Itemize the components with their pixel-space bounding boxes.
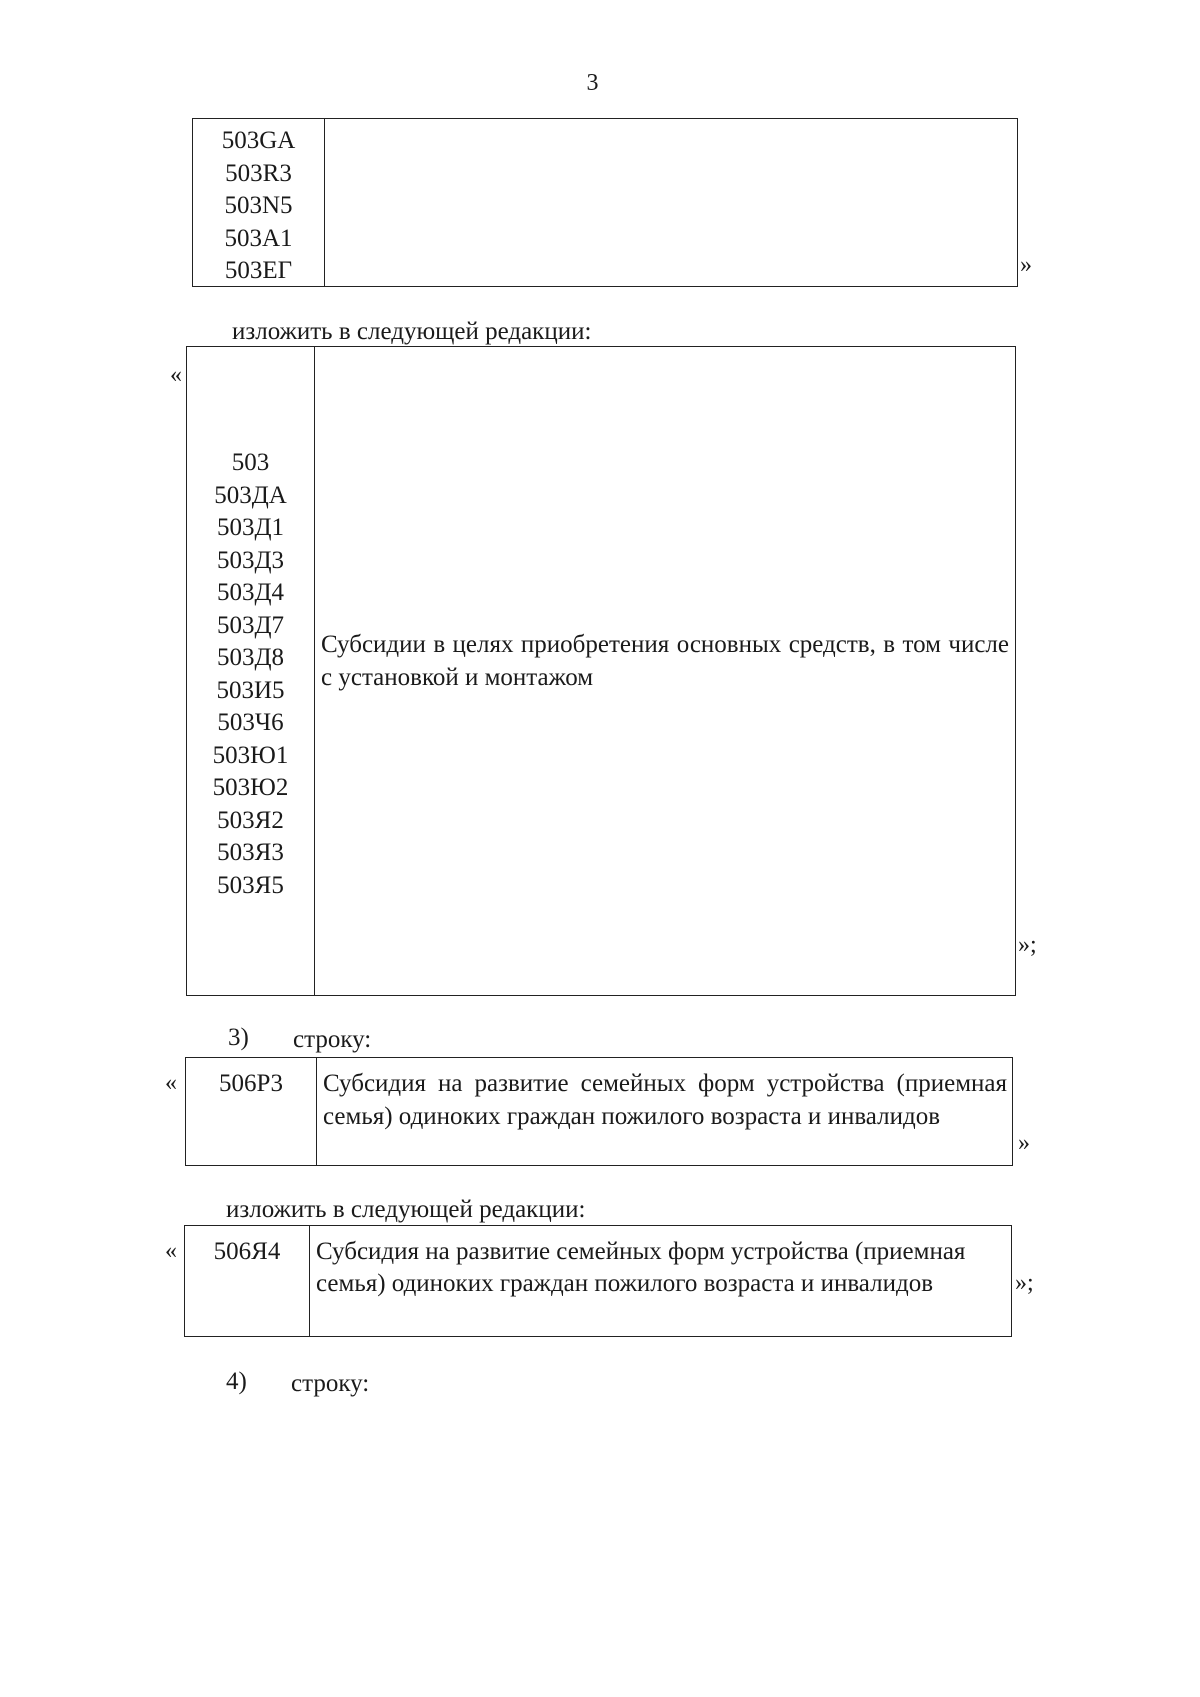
table-1	[192, 118, 1018, 287]
table-2-code-cell	[187, 347, 315, 995]
table-2-code-item: 503ДА	[214, 481, 287, 509]
table-2	[186, 346, 1016, 996]
table-2-code-item: 503Д1	[216, 514, 285, 541]
table-2-code-item: 503И5	[216, 676, 285, 704]
table-1-code-item: 503R3	[225, 159, 292, 187]
page-number: 3	[586, 70, 599, 96]
table-2-code-item: 503Ч6	[217, 709, 284, 736]
table-1-code-item: 503ЕГ	[224, 257, 293, 284]
table-3-code: 506Р3	[219, 1070, 283, 1097]
table-3-close-quote: »	[1018, 1130, 1030, 1156]
table-2-code-item: 503	[231, 449, 270, 476]
table-2-description: Субсидии в целях приобретения основных средств, в том числе с установкой и монтажом	[321, 631, 1009, 691]
heading-new-edition-1: изложить в следующей редакции:	[232, 318, 592, 345]
item-4-text: строку:	[291, 1370, 370, 1397]
table-1-code-cell	[193, 119, 325, 286]
item-3-number: 3)	[228, 1024, 249, 1051]
table-4-open-quote: «	[165, 1238, 177, 1264]
table-3	[185, 1057, 1013, 1166]
table-4-code-cell	[185, 1226, 310, 1336]
heading-new-edition-2: изложить в следующей редакции:	[226, 1196, 586, 1223]
table-2-code-item: 503Ю1	[212, 741, 289, 769]
table-4-close-quote: »;	[1015, 1270, 1034, 1296]
table-4-description-line-2: семья) одиноких граждан пожилого возраста и инвалидов	[316, 1270, 933, 1297]
table-2-close-quote: »;	[1018, 932, 1037, 958]
table-1-code-item: 503N5	[224, 192, 293, 219]
item-4-number: 4)	[226, 1368, 247, 1395]
table-4-code: 506Я4	[213, 1238, 281, 1265]
table-2-code-item: 503Я3	[217, 839, 284, 866]
table-2-open-quote: «	[170, 362, 182, 388]
table-1-close-quote: »	[1020, 252, 1032, 278]
table-2-code-item: 503Д7	[216, 611, 285, 639]
table-1-codes	[193, 125, 324, 288]
table-2-code-item: 503Я5	[217, 871, 284, 899]
table-2-codes	[187, 447, 314, 902]
table-1-code-item: 503GA	[221, 127, 296, 154]
table-2-code-item: 503Д4	[216, 579, 285, 606]
table-3-open-quote: «	[165, 1070, 177, 1096]
table-2-code-item: 503Я2	[217, 806, 284, 834]
table-3-code-cell	[186, 1058, 317, 1165]
table-4-description-line-1: Субсидия на развитие семейных форм устройства (приемная	[316, 1238, 966, 1265]
table-2-code-item: 503Ю2	[212, 774, 289, 801]
table-2-code-item: 503Д3	[216, 546, 285, 574]
table-2-code-item: 503Д8	[216, 644, 285, 671]
item-3-text: строку:	[293, 1026, 372, 1053]
table-4	[184, 1225, 1012, 1337]
table-1-code-item: 503A1	[224, 224, 293, 252]
table-3-description: Субсидия на развитие семейных форм устройства (приемная семья) одиноких граждан пожилого возраста и инвалидов	[323, 1070, 1007, 1130]
